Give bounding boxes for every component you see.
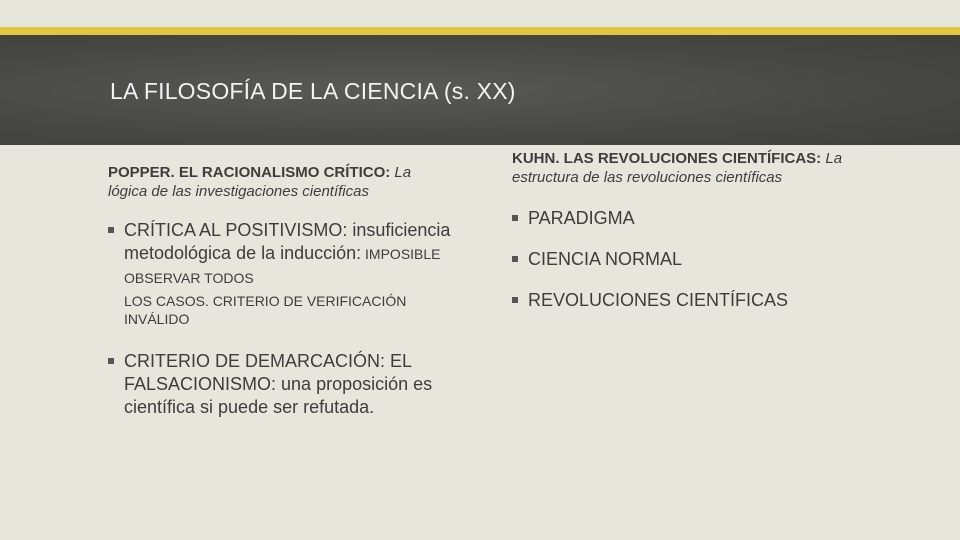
list-item-text [124, 219, 453, 290]
right-heading-italic: La estructura de las revoluciones científicas [512, 150, 843, 186]
right-item-1-text: PARADIGMA [528, 208, 635, 228]
left-item-1-sub: LOS CASOS. CRITERIO DE VERIFICACIÓN INVÁLIDO [124, 293, 407, 327]
right-list [512, 207, 872, 312]
right-item-3-text: REVOLUCIONES CIENTÍFICAS [528, 290, 789, 310]
right-heading-bold: KUHN. LAS REVOLUCIONES CIENTÍFICAS: [512, 150, 822, 167]
left-list [108, 219, 453, 419]
right-item-2-text: CIENCIA NORMAL [528, 249, 683, 269]
list-item [512, 207, 872, 230]
right-column [512, 149, 872, 312]
slide-title: LA FILOSOFÍA DE LA CIENCIA (s. XX) [110, 78, 516, 104]
left-column [108, 163, 453, 419]
list-item [512, 289, 872, 312]
square-bullet-icon [512, 256, 518, 262]
left-heading-italic: La lógica de las investigaciones científicas [108, 164, 412, 200]
square-bullet-icon [108, 227, 114, 233]
left-heading [108, 163, 453, 201]
list-item [108, 350, 453, 419]
square-bullet-icon [512, 215, 518, 221]
square-bullet-icon [108, 358, 114, 364]
accent-bar [0, 27, 960, 35]
right-heading [512, 149, 872, 187]
square-bullet-icon [512, 297, 518, 303]
left-item-2-text: CRITERIO DE DEMARCACIÓN: EL FALSACIONISMO: una proposición es científica si puede ser refutada. [124, 351, 433, 417]
left-heading-bold: POPPER. EL RACIONALISMO CRÍTICO: [108, 164, 391, 181]
list-item [512, 248, 872, 271]
left-item-1-text: CRÍTICA AL POSITIVISMO: insuficiencia metodológica de la inducción: [124, 220, 451, 263]
left-item-1-small: IMPOSIBLE OBSERVAR TODOS [124, 246, 441, 286]
list-item [108, 219, 453, 328]
